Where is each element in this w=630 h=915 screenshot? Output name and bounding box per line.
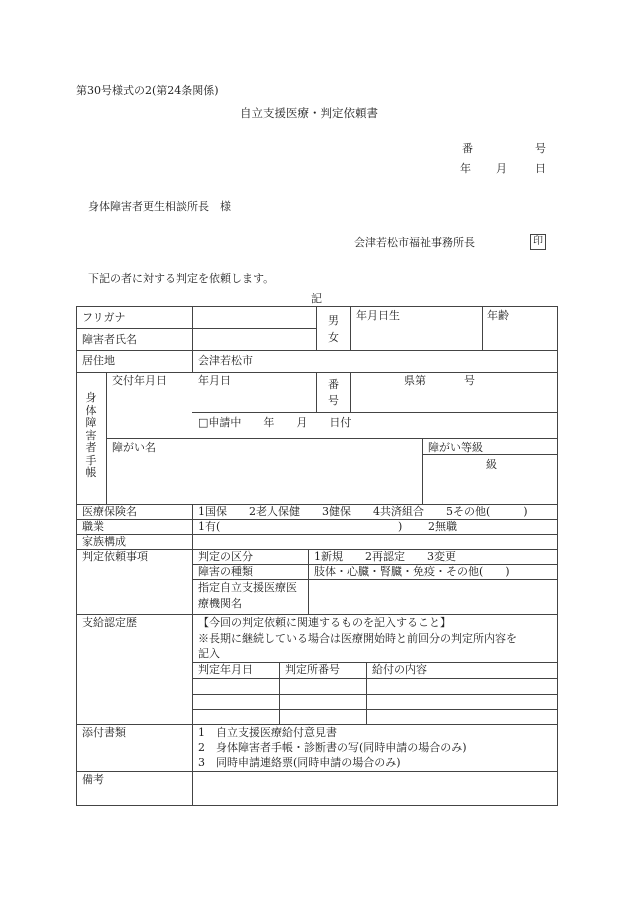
job-label: 職業 <box>82 520 104 533</box>
disability-type-options: 肢体・心臓・腎臓・免疫・その他( ) <box>314 565 510 578</box>
col-content: 給付の内容 <box>372 663 427 676</box>
history-note-3: 記入 <box>198 647 220 660</box>
request-items-label: 判定依頼事項 <box>82 550 148 563</box>
age-label: 年齢 <box>487 309 509 322</box>
issue-date-label: 交付年月日 <box>112 374 167 387</box>
prefecture-number: 県第 <box>404 374 426 387</box>
attachment-2: 2 身体障害者手帳・診断書の写(同時申請の場合のみ) <box>198 741 467 754</box>
furigana-label: フリガナ <box>82 311 126 324</box>
history-note-1: 【今回の判定依頼に関連するものを記入すること】 <box>198 616 451 629</box>
sex-female: 女 <box>328 331 339 344</box>
job-yes: 1有( <box>198 520 221 533</box>
job-close: ) <box>398 520 403 533</box>
division-options: 1新規 2再認定 3変更 <box>314 550 456 563</box>
number-ban: 番 <box>462 142 473 155</box>
handbook-label: 身体障害者手帳 <box>85 391 97 479</box>
grade-unit: 級 <box>486 458 497 471</box>
disability-grade-label: 障がい等級 <box>428 441 483 454</box>
address-value: 会津若松市 <box>198 354 253 367</box>
division-label: 判定の区分 <box>198 550 253 563</box>
col-office: 判定所番号 <box>285 663 340 676</box>
address-label: 居住地 <box>82 354 115 367</box>
sex-male: 男 <box>328 314 339 327</box>
institution-label-1: 指定自立支援医療医 <box>198 581 297 594</box>
date-day: 日 <box>535 162 546 175</box>
request-form-table <box>76 306 558 806</box>
date-year: 年 <box>460 162 471 175</box>
institution-label-2: 療機関名 <box>198 597 242 610</box>
disability-name-label: 障がい名 <box>112 441 156 454</box>
seal-mark: 印 <box>530 234 546 250</box>
insurance-label: 医療保険名 <box>82 505 137 518</box>
history-label: 支給認定歴 <box>82 616 137 629</box>
col-date: 判定年月日 <box>198 663 253 676</box>
family-label: 家族構成 <box>82 535 126 548</box>
ki-label: 記 <box>311 292 322 305</box>
attachment-1: 1 自立支援医療給付意見書 <box>198 726 337 739</box>
disability-type-label: 障害の種類 <box>198 565 253 578</box>
number-label-1: 番 <box>328 378 339 391</box>
number-go: 号 <box>535 142 546 155</box>
number-label-2: 号 <box>328 394 339 407</box>
history-note-2: ※長期に継続している場合は医療開始時と前回分の判定所内容を <box>198 632 517 645</box>
job-no: 2無職 <box>428 520 457 533</box>
name-label: 障害者氏名 <box>82 333 137 346</box>
attachments-label: 添付書類 <box>82 726 126 739</box>
attachment-3: 3 同時申請連絡票(同時申請の場合のみ) <box>198 756 401 769</box>
sender: 会津若松市福祉事務所長 <box>354 236 475 249</box>
date-month: 月 <box>496 162 507 175</box>
issue-date-value: 年月日 <box>198 374 231 387</box>
remarks-label: 備考 <box>82 773 104 786</box>
applying-checkbox-text: □申請中 年 月 日付 <box>198 416 352 429</box>
addressee: 身体障害者更生相談所長 様 <box>88 200 231 213</box>
insurance-options: 1国保 2老人保健 3健保 4共済組合 5その他( ) <box>198 505 528 518</box>
request-text: 下記の者に対する判定を依頼します。 <box>88 272 275 285</box>
number-go-label: 号 <box>464 374 475 387</box>
form-number: 第30号様式の2(第24条関係) <box>76 84 219 97</box>
birthdate-label: 年月日生 <box>356 309 400 322</box>
page-title: 自立支援医療・判定依頼書 <box>240 106 378 120</box>
